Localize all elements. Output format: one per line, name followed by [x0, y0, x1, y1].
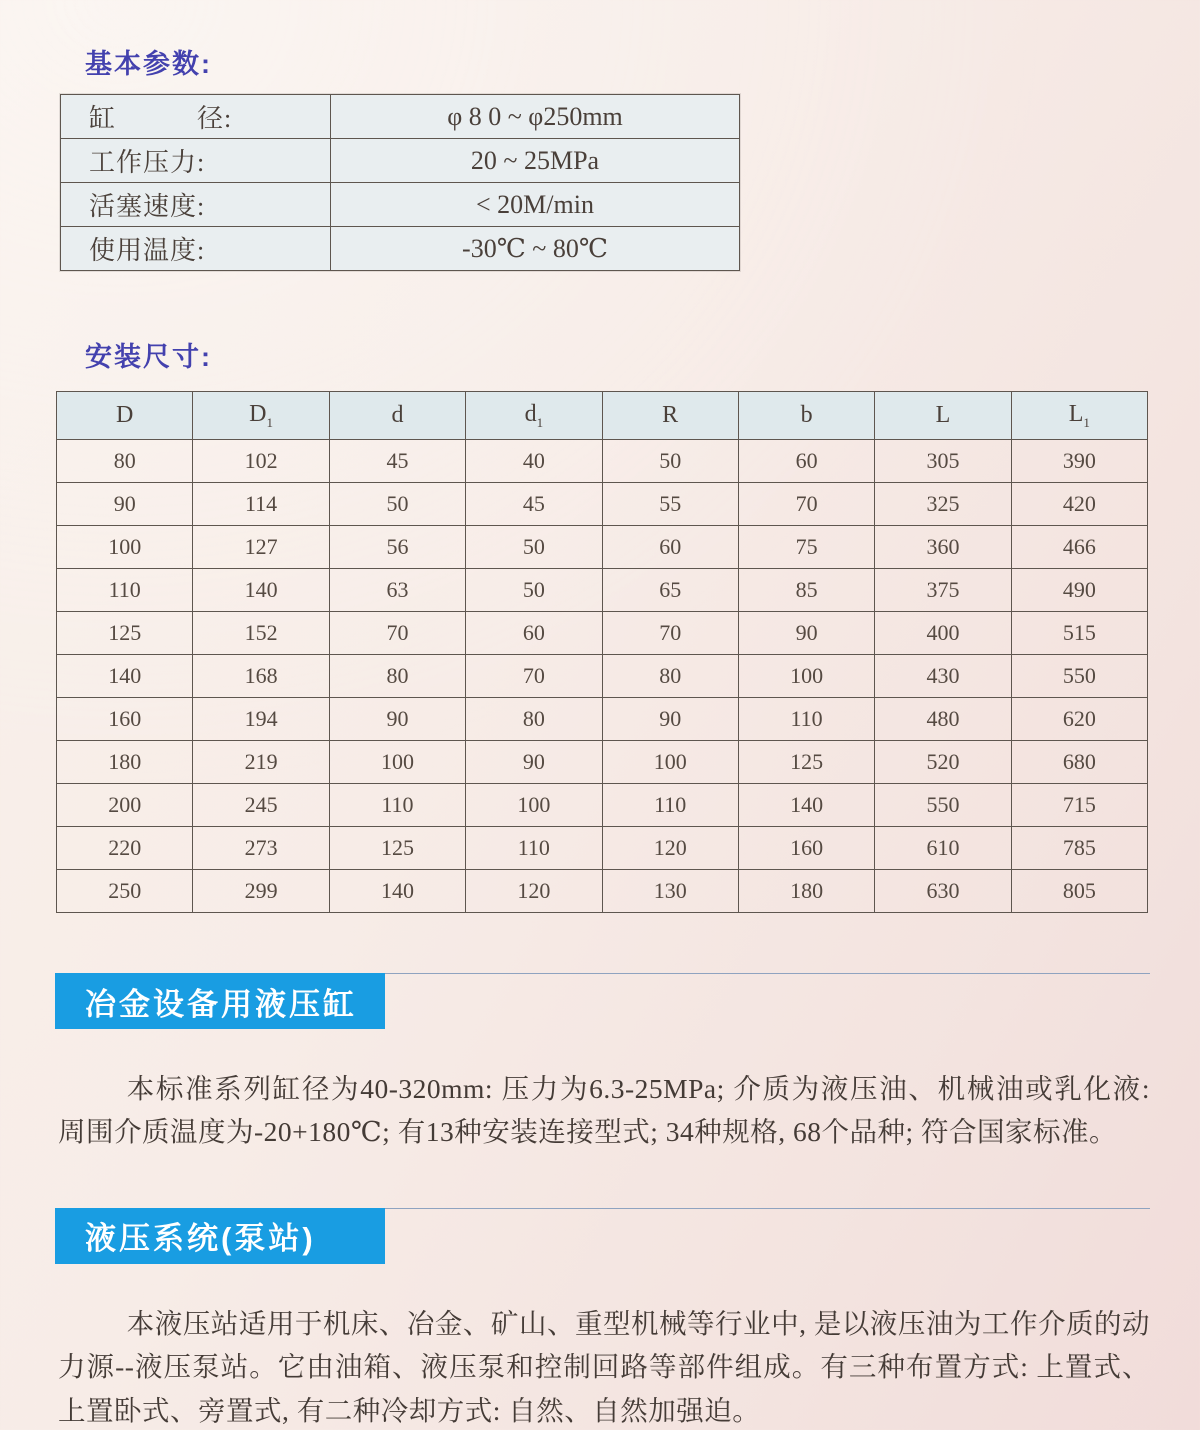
param-value: φ 8 0 ~ φ250mm [331, 95, 740, 139]
cylinder-description-paragraph: 本标准系列缸径为40-320mm: 压力为6.3-25MPa; 介质为液压油、机械油或乳化液: 周围介质温度为-20+180℃; 有13种安装连接型式; 34种规格, 68个品种; 符合国家标准。 [58, 1073, 1150, 1148]
dims-cell: 80 [466, 698, 602, 741]
dims-cell: 110 [738, 698, 874, 741]
dims-cell: 100 [738, 655, 874, 698]
dims-col-header: d [329, 392, 465, 440]
section-banner-cylinder: 冶金设备用液压缸 [55, 973, 385, 1029]
dims-col-header: b [738, 392, 874, 440]
dims-cell: 70 [466, 655, 602, 698]
dims-cell: 45 [329, 440, 465, 483]
dims-cell: 520 [875, 741, 1011, 784]
dims-cell: 50 [602, 440, 738, 483]
dims-row [57, 870, 1148, 913]
dims-cell: 90 [466, 741, 602, 784]
dims-cell: 120 [466, 870, 602, 913]
dims-cell: 90 [329, 698, 465, 741]
pump-station-description-paragraph: 本液压站适用于机床、冶金、矿山、重型机械等行业中, 是以液压油为工作介质的动力源--液压泵站。它由油箱、液压泵和控制回路等部件组成。有三种布置方式: 上置式、上置卧式、旁置式, 有二种冷却方式: 自然、自然加强迫。 [58, 1307, 1150, 1426]
dims-header-row [57, 392, 1148, 440]
dims-cell: 70 [738, 483, 874, 526]
dims-cell: 220 [57, 827, 193, 870]
dims-cell: 194 [193, 698, 329, 741]
dims-cell: 805 [1011, 870, 1147, 913]
param-label: 工作压力: [61, 139, 331, 183]
dims-cell: 785 [1011, 827, 1147, 870]
dims-cell: 100 [329, 741, 465, 784]
dims-cell: 50 [466, 569, 602, 612]
dims-col-header: D [57, 392, 193, 440]
dims-cell: 110 [602, 784, 738, 827]
dims-cell: 110 [57, 569, 193, 612]
dims-cell: 325 [875, 483, 1011, 526]
dims-cell: 610 [875, 827, 1011, 870]
dims-cell: 125 [329, 827, 465, 870]
param-value: < 20M/min [331, 183, 740, 227]
dims-cell: 75 [738, 526, 874, 569]
basic-param-row [61, 183, 740, 227]
dims-row [57, 741, 1148, 784]
dims-cell: 630 [875, 870, 1011, 913]
dims-cell: 56 [329, 526, 465, 569]
dims-cell: 60 [602, 526, 738, 569]
dims-cell: 63 [329, 569, 465, 612]
dims-cell: 114 [193, 483, 329, 526]
dims-col-header: $D_1$ [193, 392, 329, 440]
dims-row [57, 612, 1148, 655]
dims-cell: 420 [1011, 483, 1147, 526]
dims-cell: 80 [57, 440, 193, 483]
dims-row [57, 526, 1148, 569]
dims-row [57, 569, 1148, 612]
section-divider-cylinder [58, 973, 1150, 1029]
dims-cell: 40 [466, 440, 602, 483]
dims-cell: 375 [875, 569, 1011, 612]
dims-cell: 360 [875, 526, 1011, 569]
dims-cell: 273 [193, 827, 329, 870]
dims-col-header: $L_1$ [1011, 392, 1147, 440]
dims-cell: 55 [602, 483, 738, 526]
dims-row [57, 698, 1148, 741]
dims-cell: 100 [57, 526, 193, 569]
dims-cell: 65 [602, 569, 738, 612]
dims-cell: 140 [57, 655, 193, 698]
basic-params-heading: 基本参数: [85, 49, 212, 79]
dims-cell: 110 [466, 827, 602, 870]
dims-cell: 152 [193, 612, 329, 655]
dims-cell: 125 [57, 612, 193, 655]
dims-cell: 110 [329, 784, 465, 827]
dims-cell: 125 [738, 741, 874, 784]
param-label: 缸 径: [61, 95, 331, 139]
dims-row [57, 483, 1148, 526]
dims-cell: 180 [57, 741, 193, 784]
dims-cell: 50 [329, 483, 465, 526]
dims-cell: 80 [602, 655, 738, 698]
basic-params-table [60, 94, 740, 271]
dims-cell: 390 [1011, 440, 1147, 483]
dims-cell: 305 [875, 440, 1011, 483]
dims-cell: 430 [875, 655, 1011, 698]
dims-row [57, 655, 1148, 698]
dims-row [57, 784, 1148, 827]
dims-cell: 466 [1011, 526, 1147, 569]
dims-cell: 515 [1011, 612, 1147, 655]
dims-cell: 100 [466, 784, 602, 827]
dims-cell: 80 [329, 655, 465, 698]
dims-cell: 90 [602, 698, 738, 741]
param-label: 使用温度: [61, 227, 331, 271]
dims-cell: 160 [738, 827, 874, 870]
dims-cell: 60 [738, 440, 874, 483]
dims-cell: 200 [57, 784, 193, 827]
basic-param-row [61, 139, 740, 183]
mounting-dims-table [56, 391, 1148, 913]
dims-cell: 100 [602, 741, 738, 784]
dims-cell: 245 [193, 784, 329, 827]
dims-cell: 70 [329, 612, 465, 655]
dims-cell: 45 [466, 483, 602, 526]
dims-cell: 180 [738, 870, 874, 913]
dims-cell: 219 [193, 741, 329, 784]
dims-cell: 400 [875, 612, 1011, 655]
dims-cell: 250 [57, 870, 193, 913]
mounting-dims-heading: 安装尺寸: [85, 342, 212, 372]
dims-cell: 90 [57, 483, 193, 526]
dims-cell: 490 [1011, 569, 1147, 612]
dims-cell: 50 [466, 526, 602, 569]
param-value: -30℃ ~ 80℃ [331, 227, 740, 271]
dims-cell: 550 [875, 784, 1011, 827]
section-divider-pump-station [58, 1208, 1150, 1264]
dims-col-header: L [875, 392, 1011, 440]
dims-row [57, 827, 1148, 870]
dims-cell: 680 [1011, 741, 1147, 784]
basic-param-row [61, 227, 740, 271]
dims-col-header: $d_1$ [466, 392, 602, 440]
dims-cell: 140 [738, 784, 874, 827]
dims-cell: 127 [193, 526, 329, 569]
param-value: 20 ~ 25MPa [331, 139, 740, 183]
dims-cell: 550 [1011, 655, 1147, 698]
dims-cell: 85 [738, 569, 874, 612]
dims-cell: 70 [602, 612, 738, 655]
dims-col-header: R [602, 392, 738, 440]
param-label: 活塞速度: [61, 183, 331, 227]
dims-cell: 120 [602, 827, 738, 870]
basic-param-row [61, 95, 740, 139]
dims-cell: 299 [193, 870, 329, 913]
section-banner-pump-station: 液压系统(泵站) [55, 1208, 385, 1264]
dims-cell: 160 [57, 698, 193, 741]
dims-cell: 130 [602, 870, 738, 913]
dims-cell: 715 [1011, 784, 1147, 827]
dims-cell: 102 [193, 440, 329, 483]
dims-cell: 60 [466, 612, 602, 655]
dims-cell: 140 [329, 870, 465, 913]
dims-cell: 620 [1011, 698, 1147, 741]
dims-cell: 140 [193, 569, 329, 612]
dims-cell: 90 [738, 612, 874, 655]
dims-cell: 480 [875, 698, 1011, 741]
dims-row [57, 440, 1148, 483]
dims-cell: 168 [193, 655, 329, 698]
